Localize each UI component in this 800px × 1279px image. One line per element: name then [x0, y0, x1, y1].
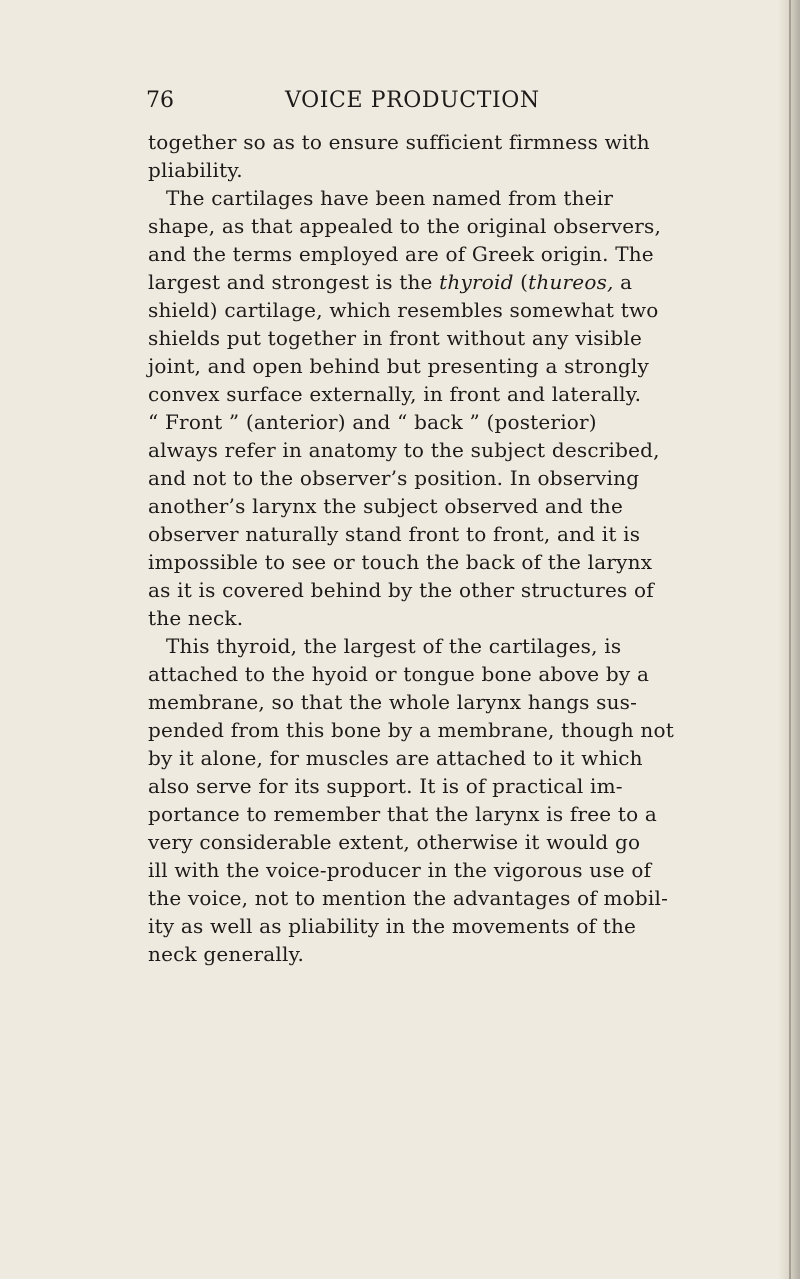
text-line: pended from this bone by a membrane, though not: [148, 718, 674, 742]
text-line: ill with the voice-producer in the vigorous use of: [148, 858, 652, 882]
page-number: 76: [146, 88, 174, 113]
text-line: neck generally.: [148, 942, 305, 966]
text-line: convex surface externally, in front and laterally.: [148, 382, 642, 406]
text-line: pliability.: [148, 158, 243, 182]
text-line: very considerable extent, otherwise it would go: [148, 830, 641, 854]
text-line: as it is covered behind by the other structures of: [148, 578, 654, 602]
text-line: the voice, not to mention the advantages of mobil-: [148, 886, 669, 910]
text-line: This thyroid, the largest of the cartilages, is: [166, 634, 622, 658]
text-line: and the terms employed are of Greek origin. The: [148, 242, 654, 266]
text-line: joint, and open behind but presenting a strongly: [148, 354, 650, 378]
text-line: also serve for its support. It is of practical im-: [148, 774, 623, 798]
page-edge-line: [789, 0, 791, 1279]
text-line: the neck.: [148, 606, 244, 630]
text-line: by it alone, for muscles are attached to it which: [148, 746, 643, 770]
text-segment: (: [513, 270, 529, 294]
text-line: observer naturally stand front to front, and it is: [148, 522, 641, 546]
text-line: shield) cartilage, which resembles somewhat two: [148, 298, 659, 322]
italic-term-thyroid: thyroid: [439, 270, 514, 294]
text-line: The cartilages have been named from their: [166, 186, 614, 210]
running-head: VOICE PRODUCTION: [285, 88, 540, 113]
body-text: [148, 128, 770, 968]
text-line: together so as to ensure sufficient firmness with: [148, 130, 650, 154]
text-line: ity as well as pliability in the movements of the: [148, 914, 637, 938]
italic-term-thureos: thureos,: [528, 270, 614, 294]
text-line: shape, as that appealed to the original observers,: [148, 214, 662, 238]
page-header: [146, 88, 796, 122]
text-line: “ Front ” (anterior) and “ back ” (posterior): [148, 410, 597, 434]
text-line: portance to remember that the larynx is free to a: [148, 802, 658, 826]
text-segment: a: [613, 270, 633, 294]
text-line: impossible to see or touch the back of the larynx: [148, 550, 653, 574]
text-line: and not to the observer’s position. In observing: [148, 466, 640, 490]
text-segment: largest and strongest is the: [148, 270, 440, 294]
text-line: another’s larynx the subject observed and the: [148, 494, 624, 518]
text-line: attached to the hyoid or tongue bone above by a: [148, 662, 650, 686]
text-line: shields put together in front without any visible: [148, 326, 642, 350]
text-line: membrane, so that the whole larynx hangs sus-: [148, 690, 638, 714]
text-line-with-italics: [148, 268, 770, 296]
text-line: always refer in anatomy to the subject described,: [148, 438, 660, 462]
